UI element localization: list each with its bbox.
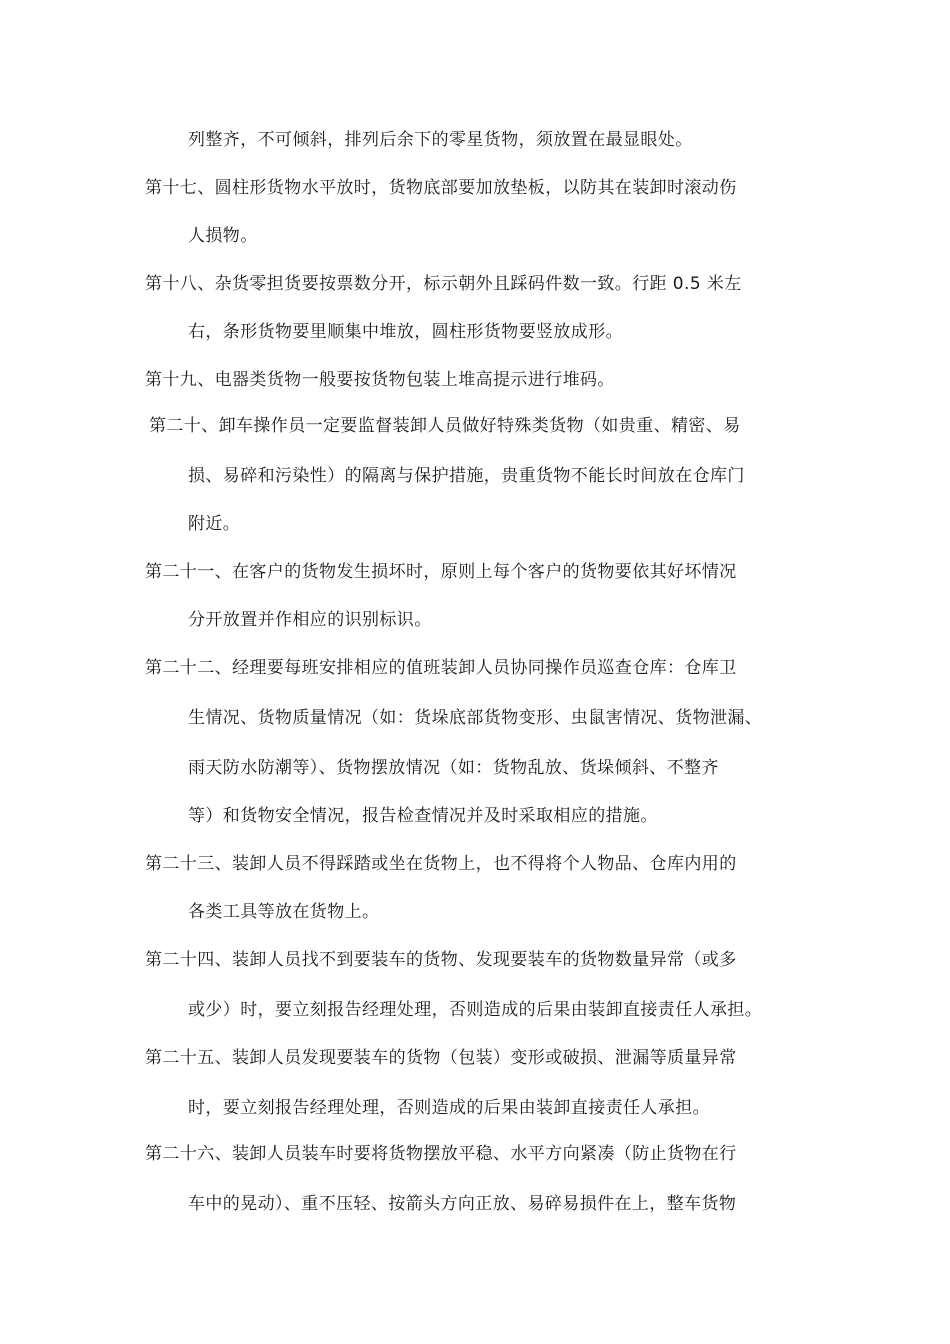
article-19-line: 第十九、电器类货物一般要按货物包装上堆高提示进行堆码。 (145, 370, 615, 390)
text-line: 各类工具等放在货物上。 (188, 902, 380, 922)
article-17-line: 第十七、圆柱形货物水平放时，货物底部要加放垫板，以防其在装卸时滚动伤 (145, 178, 737, 198)
text-line: 车中的晃动）、重不压轻、按箭头方向正放、易碎易损件在上，整车货物 (188, 1194, 737, 1214)
text-line: 雨天防水防潮等）、货物摆放情况（如：货物乱放、货垛倾斜、不整齐 (188, 758, 719, 778)
text-line: 右，条形货物要里顺集中堆放，圆柱形货物要竖放成形。 (188, 322, 623, 342)
text-line: 损、易碎和污染性）的隔离与保护措施，贵重货物不能长时间放在仓库门 (188, 466, 745, 486)
article-24-line: 第二十四、装卸人员找不到要装车的货物、发现要装车的货物数量异常（或多 (145, 950, 737, 970)
article-18-line: 第十八、杂货零担货要按票数分开，标示朝外且踩码件数一致。行距 0.5 米左 (145, 274, 742, 294)
article-20-line: 第二十、卸车操作员一定要监督装卸人员做好特殊类货物（如贵重、精密、易 (149, 416, 741, 436)
text-line: 分开放置并作相应的识别标识。 (188, 610, 432, 630)
article-25-line: 第二十五、装卸人员发现要装车的货物（包装）变形或破损、泄漏等质量异常 (145, 1048, 737, 1068)
text-line: 生情况、货物质量情况（如：货垛底部货物变形、虫鼠害情况、货物泄漏、 (188, 708, 763, 728)
article-22-line: 第二十二、经理要每班安排相应的值班装卸人员协同操作员巡查仓库：仓库卫 (145, 658, 737, 678)
text-line: 人损物。 (188, 226, 258, 246)
text-line: 列整齐，不可倾斜，排列后余下的零星货物，须放置在最显眼处。 (188, 130, 693, 150)
text-line: 或少）时，要立刻报告经理处理，否则造成的后果由装卸直接责任人承担。 (188, 1000, 763, 1020)
article-21-line: 第二十一、在客户的货物发生损坏时，原则上每个客户的货物要依其好坏情况 (145, 562, 737, 582)
text-line: 等）和货物安全情况，报告检查情况并及时采取相应的措施。 (188, 806, 658, 826)
text-line: 附近。 (188, 514, 241, 534)
article-26-line: 第二十六、装卸人员装车时要将货物摆放平稳、水平方向紧凑（防止货物在行 (145, 1144, 737, 1164)
text-line: 时，要立刻报告经理处理，否则造成的后果由装卸直接责任人承担。 (188, 1098, 710, 1118)
article-23-line: 第二十三、装卸人员不得踩踏或坐在货物上，也不得将个人物品、仓库内用的 (145, 854, 737, 874)
